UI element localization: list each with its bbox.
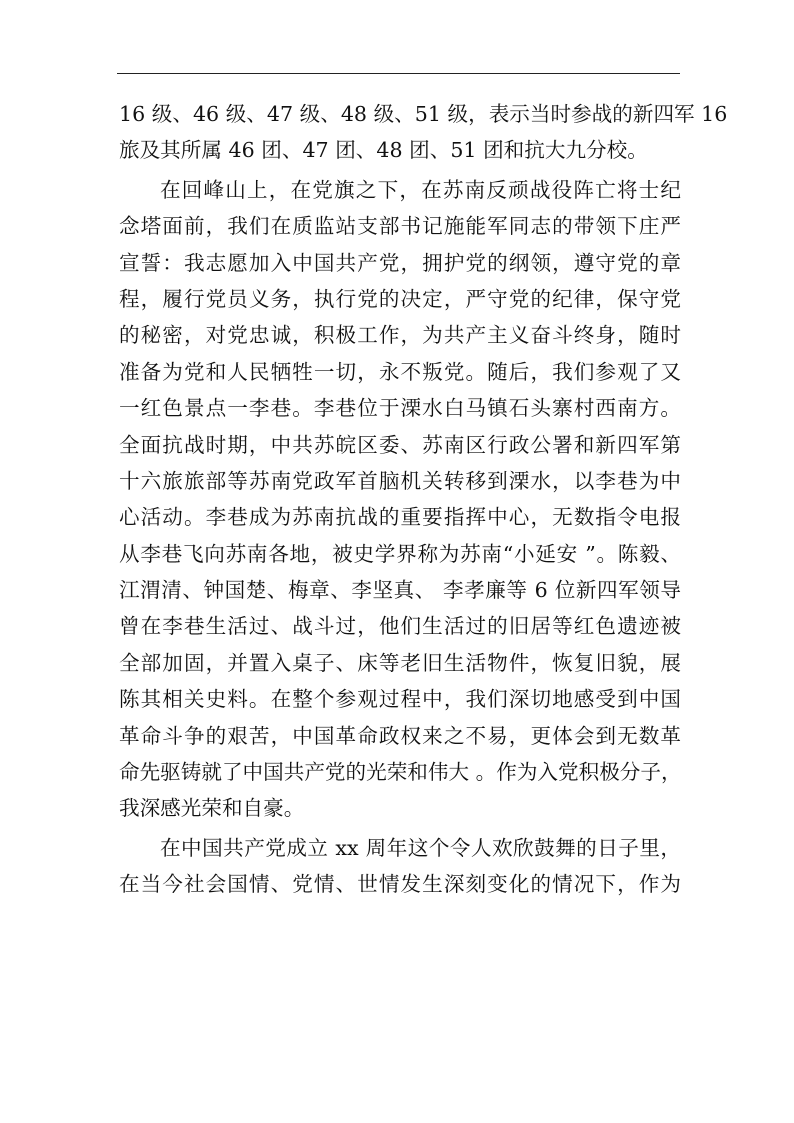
- text-line: 程，履行党员义务，执行党的决定，严守党的纪律，保守党: [119, 286, 681, 311]
- header-rule: [117, 73, 680, 74]
- text-line: 我深感光荣和自豪。: [119, 796, 305, 821]
- text-line: 念塔面前，我们在质监站支部书记施能军同志的带领下庄严: [119, 214, 681, 239]
- text-line: 从李巷飞向苏南各地，被史学界称为苏南“小延安 ”。陈毅、: [119, 541, 681, 566]
- text-line: 一红色景点一李巷。李巷位于溧水白马镇石头寨村西南方。: [119, 396, 681, 421]
- text-line: 的秘密，对党忠诚，积极工作，为共产主义奋斗终身，随时: [119, 323, 681, 348]
- paragraph: [119, 96, 728, 169]
- text-line: 心活动。李巷成为苏南抗战的重要指挥中心，无数指令电报: [119, 505, 681, 530]
- text-line: 江渭清、钟国楚、梅章、李坚真、 李孝廉等 6 位新四军领导: [119, 578, 681, 603]
- text-line: 旅及其所属 46 团、47 团、48 团、51 团和抗大九分校。: [119, 138, 648, 163]
- text-line: 宣誓：我志愿加入中国共产党，拥护党的纲领，遵守党的章: [119, 250, 681, 275]
- body-text: [119, 96, 728, 903]
- text-line: 全面抗战时期，中共苏皖区委、苏南区行政公署和新四军第: [119, 432, 681, 457]
- text-line: 在中国共产党成立 xx 周年这个令人欢欣鼓舞的日子里，: [160, 835, 681, 860]
- text-line: 16 级、46 级、47 级、48 级、51 级，表示当时参战的新四军 16: [119, 102, 728, 126]
- text-line: 革命斗争的艰苦，中国革命政权来之不易，更体会到无数革: [119, 723, 681, 748]
- text-line: 准备为党和人民牺牲一切，永不叛党。随后，我们参观了又: [119, 359, 681, 384]
- text-line: 全部加固，并置入桌子、床等老旧生活物件，恢复旧貌，展: [119, 650, 681, 675]
- text-line: 在回峰山上，在党旗之下，在苏南反顽战役阵亡将士纪: [160, 177, 681, 202]
- text-line: 命先驱铸就了中国共产党的光荣和伟大 。作为入党积极分子，: [119, 760, 682, 785]
- text-line: 曾在李巷生活过、战斗过，他们生活过的旧居等红色遗迹被: [119, 614, 681, 639]
- paragraph: [119, 830, 681, 903]
- text-line: 十六旅旅部等苏南党政军首脑机关转移到溧水，以李巷为中: [119, 468, 681, 493]
- text-line: 在当今社会国情、党情、世情发生深刻变化的情况下，作为: [119, 872, 681, 897]
- paragraph: [119, 172, 681, 827]
- text-line: 陈其相关史料。在整个参观过程中，我们深切地感受到中国: [119, 687, 681, 712]
